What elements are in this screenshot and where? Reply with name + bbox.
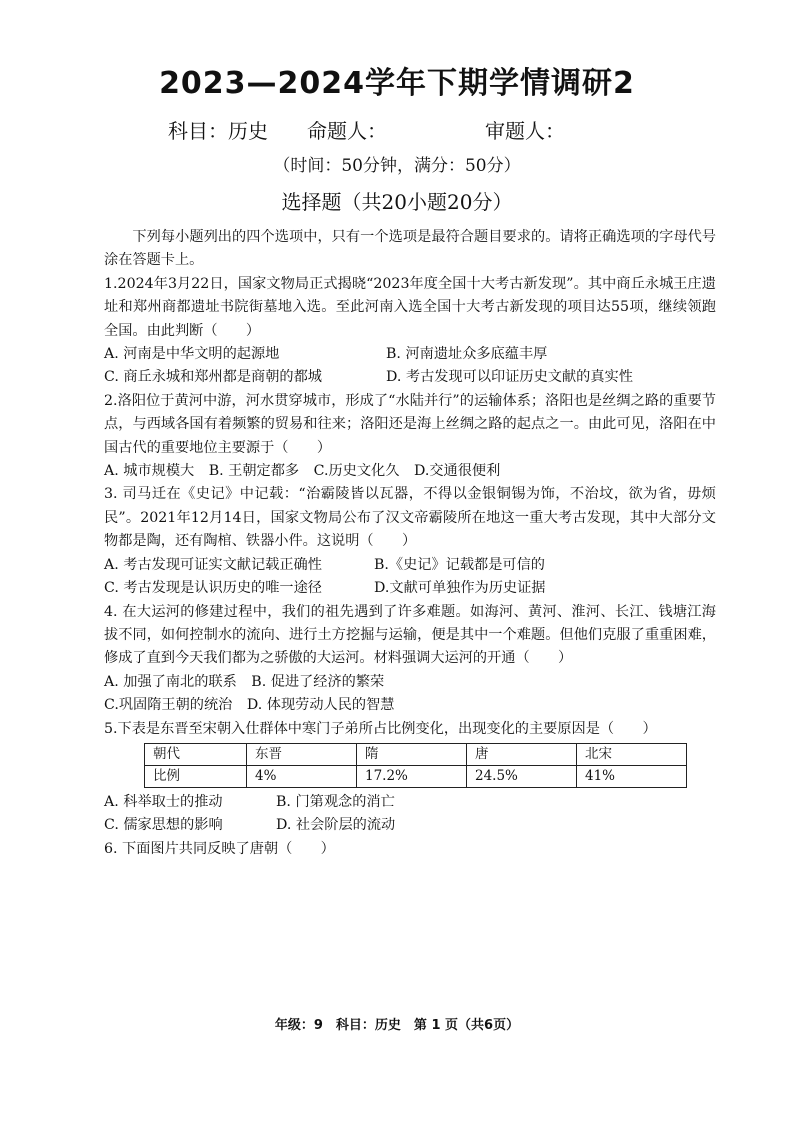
option-c: C. 儒家思想的影响 bbox=[104, 817, 223, 834]
section-title: 选择题（共20小题20分） bbox=[281, 190, 513, 214]
question-stem-6: 6. 下面图片共同反映了唐朝（ ） bbox=[104, 840, 335, 857]
option-b: B. 河南遗址众多底蕴丰厚 bbox=[386, 346, 548, 363]
option-a: A. 科举取士的推动 bbox=[104, 793, 223, 810]
options-row bbox=[104, 791, 716, 814]
table-cell: 比例 bbox=[145, 765, 247, 787]
options-row bbox=[104, 577, 716, 600]
question-stem-2: 2.洛阳位于黄河中游，河水贯穿城市，形成了“水陆并行”的运输体系；洛阳也是丝绸之路的重要节点，与西域各国有着频繁的贸易和往来；洛阳还是海上丝绸之路的起点之一。由此可见，洛阳在中国古代的重要地位主要源于（ ） bbox=[104, 392, 716, 456]
option-d: D.交通很便利 bbox=[413, 463, 501, 480]
question-stem-5: 5.下表是东晋至宋朝入仕群体中寒门子弟所占比例变化，出现变化的主要原因是（ ） bbox=[104, 720, 657, 737]
option-a: A. 河南是中华文明的起源地 bbox=[104, 346, 280, 363]
table-cell: 北宋 bbox=[577, 743, 687, 765]
options-row bbox=[104, 554, 716, 577]
table-cell: 4% bbox=[247, 765, 357, 787]
option-a: A. 考古发现可证实文献记载正确性 bbox=[104, 556, 322, 573]
table-cell: 24.5% bbox=[467, 765, 577, 787]
reviewer-label: 审题人： bbox=[485, 119, 565, 143]
table-cell: 朝代 bbox=[145, 743, 247, 765]
table-cell: 41% bbox=[577, 765, 687, 787]
instructions: 下列每小题列出的四个选项中，只有一个选项是最符合题目要求的。请将正确选项的字母代号涂在答题卡上。 bbox=[104, 229, 716, 269]
question-stem-4: 4. 在大运河的修建过程中，我们的祖先遇到了许多难题。如海河、黄河、淮河、长江、钱塘江海拔不同，如何控制水的流向、进行土方挖掘与运输，便是其中一个难题。但他们克服了重重困难，修成了直到今天我们都为之骄傲的大运河。材料强调大运河的开通（ ） bbox=[104, 603, 716, 667]
exam-title: 2023—2024学年下期学情调研2 bbox=[159, 66, 635, 101]
ratio-table bbox=[144, 743, 687, 788]
option-c: C. 考古发现是认识历史的唯一途径 bbox=[104, 580, 322, 597]
author-label: 命题人： bbox=[307, 119, 387, 143]
subject-label: 科目：历史 bbox=[168, 119, 268, 143]
option-d: D. 社会阶层的流动 bbox=[276, 817, 396, 834]
option-c: C.历史文化久 bbox=[313, 463, 400, 480]
table-row bbox=[145, 765, 687, 787]
question-stem-3: 3. 司马迁在《史记》中记载：“治霸陵皆以瓦器，不得以金银铜锡为饰，不治坟，欲为省，毋烦民”。2021年12月14日，国家文物局公布了汉文帝霸陵所在地这一重大考古发现，其中大部分文物都是陶，还有陶棺、铁器小件。这说明（ ） bbox=[104, 486, 716, 550]
question-body bbox=[104, 226, 716, 861]
option-a: A. 加强了南北的联系 bbox=[104, 673, 237, 690]
option-c: C. 商丘永城和郑州都是商朝的都城 bbox=[104, 369, 322, 386]
options-row bbox=[104, 671, 716, 694]
table-header-row bbox=[145, 743, 687, 765]
options-row bbox=[104, 814, 716, 837]
time-info: （时间：50分钟，满分：50分） bbox=[273, 156, 521, 176]
question-stem-1: 1.2024年3月22日，国家文物局正式揭晓“2023年度全国十大考古新发现”。其中商丘永城王庄遗址和郑州商都遗址书院街墓地入选。至此河南入选全国十大考古新发现的项目达55项，继续领跑全国。由此判断（ ） bbox=[104, 275, 716, 339]
option-c: C.巩固隋王朝的统治 bbox=[104, 697, 233, 714]
option-b: B. 促进了经济的繁荣 bbox=[251, 673, 385, 690]
option-b: B. 王朝定都多 bbox=[208, 463, 300, 480]
table-cell: 隋 bbox=[357, 743, 467, 765]
option-b: B.《史记》记载都是可信的 bbox=[374, 556, 545, 573]
option-b: B. 门第观念的消亡 bbox=[276, 793, 395, 810]
options-row bbox=[104, 694, 716, 717]
page-footer: 年级：9 科目：历史 第 1 页（共6页） bbox=[274, 1018, 520, 1033]
exam-meta bbox=[168, 115, 565, 144]
options-row bbox=[104, 366, 716, 389]
table-cell: 唐 bbox=[467, 743, 577, 765]
table-cell: 17.2% bbox=[357, 765, 467, 787]
option-a: A. 城市规模大 bbox=[104, 463, 195, 480]
table-cell: 东晋 bbox=[247, 743, 357, 765]
option-d: D.文献可单独作为历史证据 bbox=[374, 580, 546, 597]
options-row bbox=[104, 460, 716, 483]
option-d: D. 体现劳动人民的智慧 bbox=[246, 697, 395, 714]
options-row bbox=[104, 343, 716, 366]
option-d: D. 考古发现可以印证历史文献的真实性 bbox=[386, 369, 633, 386]
